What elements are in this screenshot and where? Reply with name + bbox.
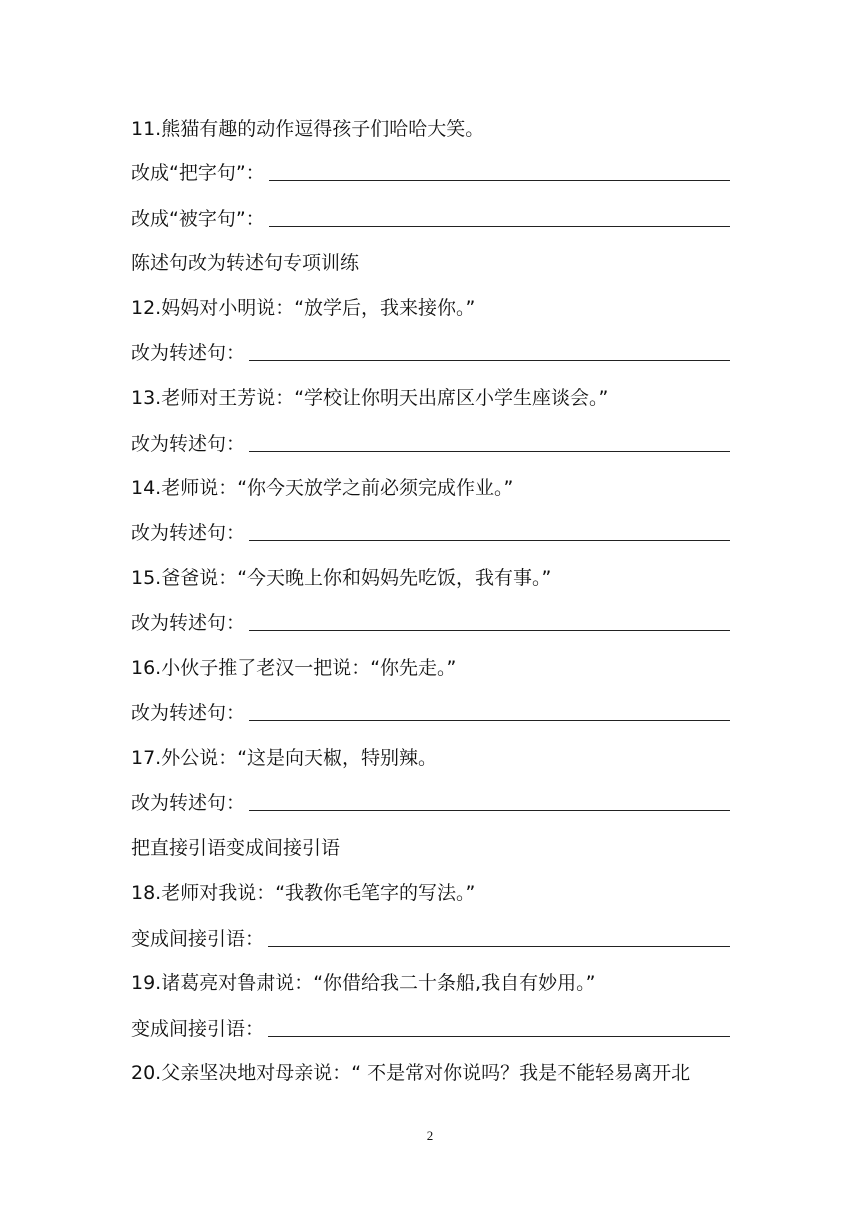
answer-row-bei (131, 203, 730, 231)
answer-label: 改成“被字句”： (131, 208, 265, 230)
question-14: 14.老师说：“你今天放学之前必须完成作业。” (131, 477, 514, 499)
answer-row-19 (131, 1013, 730, 1041)
answer-blank[interactable] (249, 792, 730, 811)
answer-row-15 (131, 607, 730, 635)
page-number: 2 (426, 1128, 434, 1143)
answer-blank[interactable] (249, 702, 730, 721)
answer-label: 改为转述句： (131, 433, 246, 455)
answer-row-ba (131, 157, 730, 185)
answer-row-12 (131, 337, 730, 365)
answer-row-18 (131, 923, 730, 951)
answer-label: 改为转述句： (131, 612, 246, 634)
answer-blank[interactable] (268, 928, 730, 947)
question-16: 16.小伙子推了老汉一把说：“你先走。” (131, 657, 457, 679)
question-13: 13.老师对王芳说：“学校让你明天出席区小学生座谈会。” (131, 387, 609, 409)
question-18: 18.老师对我说：“我教你毛笔字的写法。” (131, 882, 476, 904)
question-20: 20.父亲坚决地对母亲说：“ 不是常对你说吗？我是不能轻易离开北 (131, 1062, 691, 1084)
question-12: 12.妈妈对小明说：“放学后，我来接你。” (131, 297, 476, 319)
answer-row-14 (131, 517, 730, 545)
answer-label: 改为转述句： (131, 342, 246, 364)
answer-blank[interactable] (269, 208, 730, 227)
answer-blank[interactable] (249, 342, 730, 361)
question-17: 17.外公说：“这是向天椒，特别辣。 (131, 747, 438, 769)
answer-label: 改为转述句： (131, 792, 246, 814)
answer-blank[interactable] (249, 522, 730, 541)
section-heading: 陈述句改为转述句专项训练 (131, 252, 360, 274)
answer-blank[interactable] (268, 1018, 730, 1037)
answer-label: 改成“把字句”： (131, 162, 265, 184)
question-11: 11.熊猫有趣的动作逗得孩子们哈哈大笑。 (131, 118, 485, 140)
section-heading: 把直接引语变成间接引语 (131, 837, 341, 859)
answer-row-13 (131, 428, 730, 456)
question-15: 15.爸爸说：“今天晚上你和妈妈先吃饭，我有事。” (131, 567, 552, 589)
answer-row-17 (131, 787, 730, 815)
answer-label: 变成间接引语： (131, 1018, 265, 1040)
answer-blank[interactable] (269, 162, 730, 181)
answer-label: 改为转述句： (131, 522, 246, 544)
answer-blank[interactable] (249, 612, 730, 631)
answer-label: 改为转述句： (131, 702, 246, 724)
answer-row-16 (131, 697, 730, 725)
answer-blank[interactable] (249, 433, 730, 452)
question-19: 19.诸葛亮对鲁肃说：“你借给我二十条船,我自有妙用。” (131, 972, 596, 994)
answer-label: 变成间接引语： (131, 928, 265, 950)
